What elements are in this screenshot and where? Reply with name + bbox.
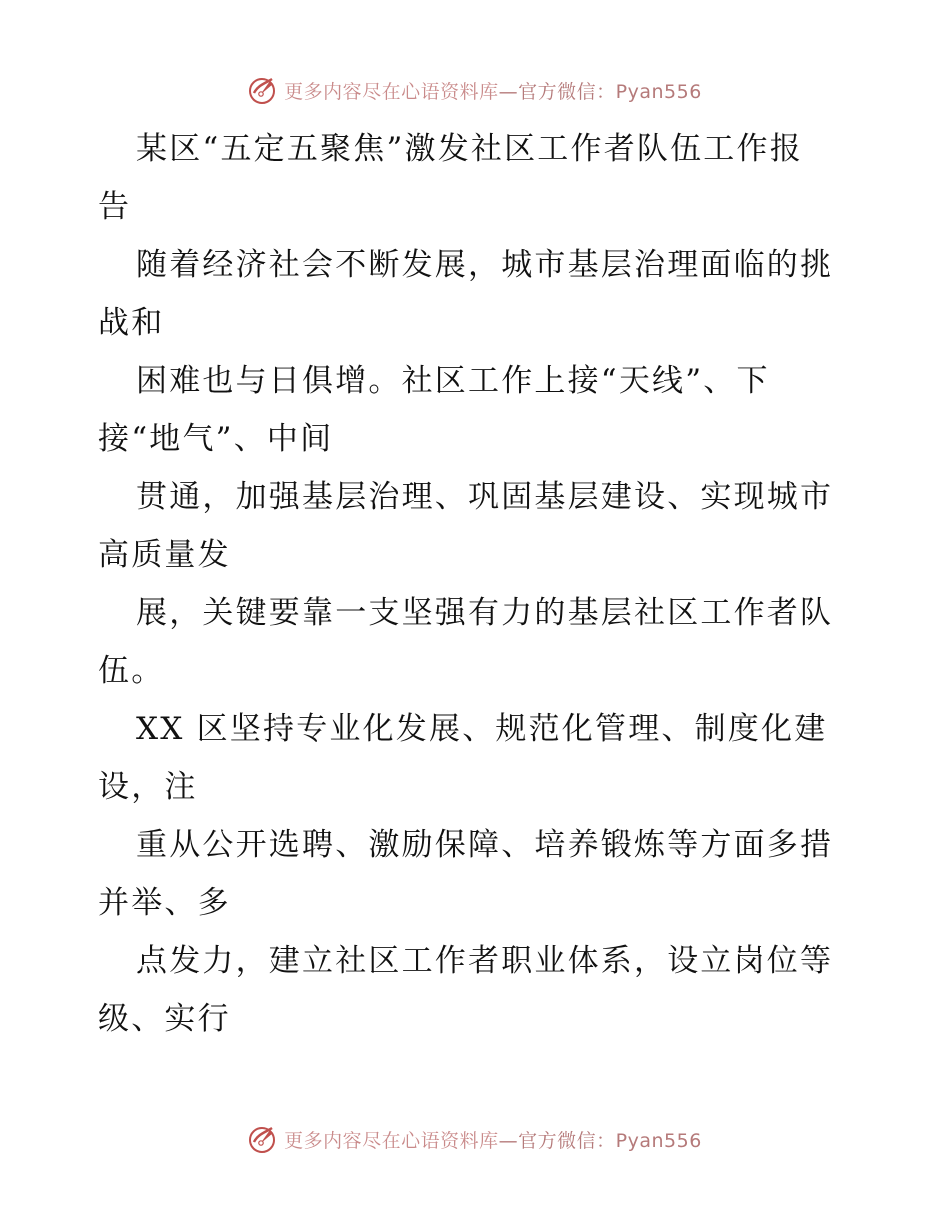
brand-logo-icon — [248, 1124, 278, 1154]
watermark-contact: —官方微信：Pyan556 — [498, 1129, 702, 1152]
paragraph-line: 困难也与日俱增。社区工作上接“天线”、下 — [136, 363, 770, 399]
paragraph-line: 重从公开选聘、激励保障、培养锻炼等方面多措 — [136, 827, 834, 863]
paragraph — [0, 352, 950, 468]
paragraph-line: 高质量发 — [98, 537, 231, 573]
paragraph-line: XX 区坚持专业化发展、规范化管理、制度化建 — [136, 711, 828, 747]
watermark-contact: —官方微信：Pyan556 — [498, 80, 702, 103]
paragraph — [0, 584, 950, 700]
brand-logo-icon — [248, 75, 278, 105]
header-watermark — [0, 73, 950, 107]
watermark-brand: 更多内容尽在心语资料库 — [284, 80, 499, 103]
paragraph-line: 点发力，建立社区工作者职业体系，设立岗位等 — [136, 943, 834, 979]
paragraph — [0, 932, 950, 1048]
paragraph — [0, 468, 950, 584]
paragraph — [0, 236, 950, 352]
paragraph-title — [0, 120, 950, 236]
paragraph-line: 伍。 — [98, 653, 165, 689]
paragraph-line: 告 — [98, 189, 132, 225]
paragraph-line: 某区“五定五聚焦”激发社区工作者队伍工作报 — [136, 131, 803, 167]
paragraph-line: 随着经济社会不断发展，城市基层治理面临的挑 — [136, 247, 834, 283]
footer-watermark — [0, 1122, 950, 1156]
paragraph-line: 接“地气”、中间 — [98, 421, 334, 457]
watermark-brand: 更多内容尽在心语资料库 — [284, 1129, 499, 1152]
paragraph-line: 级、实行 — [98, 1001, 231, 1037]
document-body — [0, 120, 950, 1048]
paragraph-line: 并举、多 — [98, 885, 231, 921]
paragraph-line: 战和 — [98, 305, 165, 341]
paragraph — [0, 700, 950, 816]
paragraph — [0, 816, 950, 932]
paragraph-line: 贯通，加强基层治理、巩固基层建设、实现城市 — [136, 479, 834, 515]
paragraph-line: 设，注 — [98, 769, 198, 805]
paragraph-line: 展，关键要靠一支坚强有力的基层社区工作者队 — [136, 595, 834, 631]
